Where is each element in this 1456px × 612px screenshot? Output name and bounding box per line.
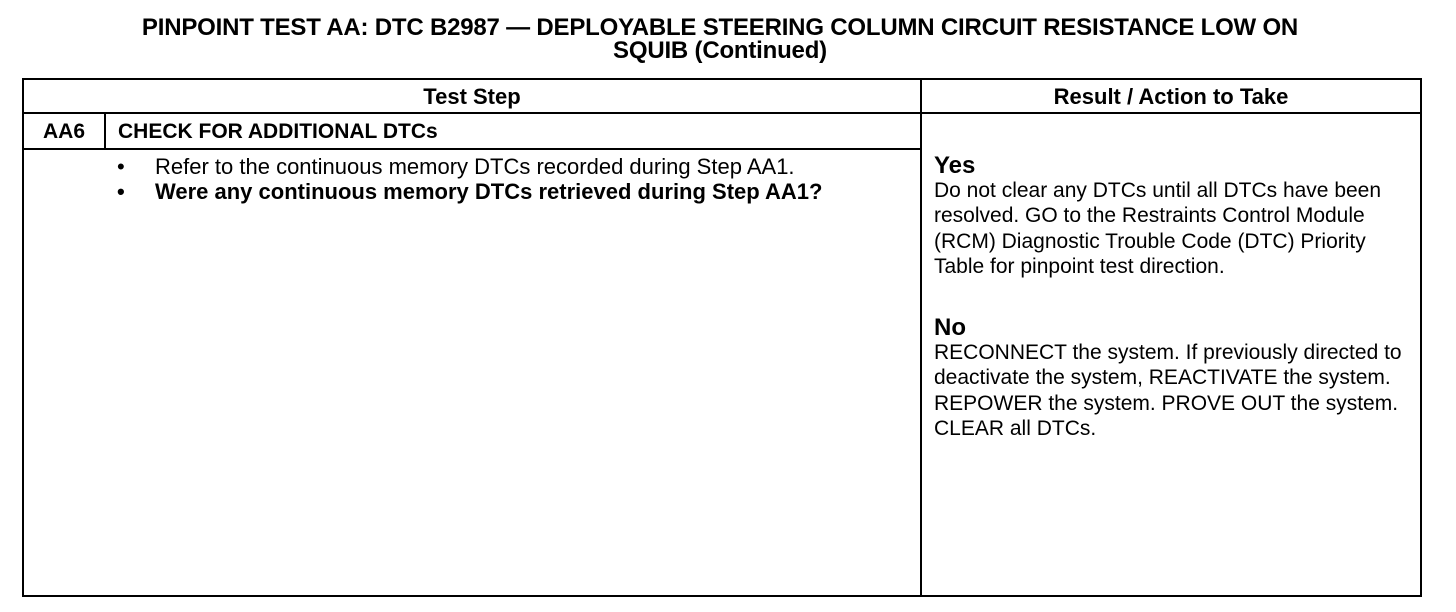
result-yes-text: Do not clear any DTCs until all DTCs have been resolved. GO to the Restraints Control Module (RCM) Diagnostic Trouble Code (DTC) Priority Table for pinpoint test direction. bbox=[934, 179, 1382, 278]
step-title-divider bbox=[22, 148, 922, 150]
result-yes-label: Yes bbox=[934, 152, 976, 179]
bullet-icon: • bbox=[117, 179, 125, 204]
page-title-line-2: SQUIB (Continued) bbox=[613, 37, 827, 64]
column-divider bbox=[920, 78, 922, 597]
step-id-divider bbox=[104, 112, 106, 150]
instruction-question-text: Were any continuous memory DTCs retrieved during Step AA1? bbox=[155, 179, 823, 204]
step-title: CHECK FOR ADDITIONAL DTCs bbox=[118, 120, 438, 143]
page-title-line-1: PINPOINT TEST AA: DTC B2987 — DEPLOYABLE STEERING COLUMN CIRCUIT RESISTANCE LOW ON bbox=[141, 14, 1299, 41]
result-yes bbox=[934, 154, 1420, 279]
step-instructions bbox=[112, 154, 872, 204]
header-test-step: Test Step bbox=[423, 84, 521, 109]
header-result-action: Result / Action to Take bbox=[1053, 84, 1289, 109]
result-no-text: RECONNECT the system. If previously directed to deactivate the system, REACTIVATE the system. REPOWER the system. PROVE OUT the system. CLEAR all DTCs. bbox=[934, 341, 1402, 440]
result-no-label: No bbox=[934, 314, 966, 341]
page-title bbox=[0, 16, 1440, 62]
step-id: AA6 bbox=[42, 120, 85, 143]
instruction-question bbox=[112, 179, 872, 204]
result-no bbox=[934, 316, 1420, 441]
instruction-item bbox=[112, 154, 872, 179]
instruction-text: Refer to the continuous memory DTCs recorded during Step AA1. bbox=[155, 154, 795, 179]
bullet-icon: • bbox=[117, 154, 125, 179]
